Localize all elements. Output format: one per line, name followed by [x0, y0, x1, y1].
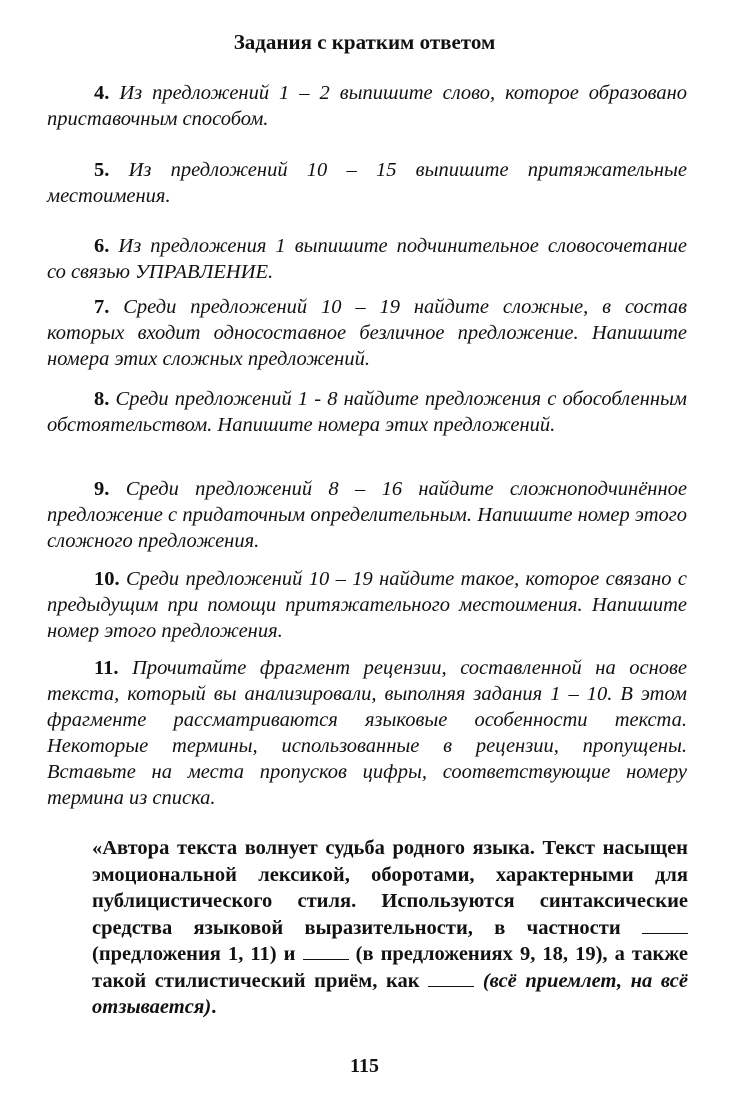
- task-text: Среди предложений 10 – 19 найдите сложные, в состав которых входит односоставное безличное предложение. Напишите номера этих сложных предложений.: [47, 296, 687, 370]
- task-text: Из предложения 1 выпишите подчинительное словосочетание со связью УПРАВЛЕНИЕ.: [47, 235, 687, 283]
- task-number: 4.: [94, 82, 110, 104]
- task-text: Среди предложений 10 – 19 найдите такое, которое связано с предыдущим при помощи притяжательного местоимения. Напишите номер этого предложения.: [47, 568, 687, 642]
- task-number: 9.: [94, 478, 110, 500]
- task-number: 8.: [94, 388, 110, 410]
- review-fragment: [92, 835, 688, 1021]
- task-9: [47, 476, 687, 554]
- answer-blank-1: [642, 917, 688, 934]
- answer-blank-2: [303, 943, 349, 960]
- task-11: [47, 655, 687, 811]
- task-text: Среди предложений 1 - 8 найдите предложения с обособленным обстоятельством. Напишите номера этих предложений.: [47, 388, 688, 436]
- review-part-1: «Автора текста волнует судьба родного языка. Текст насыщен эмоциональной лексикой, оборотами, характерными для публицистического стиля. Используются синтаксические средства языковой выразительности, в частности: [92, 837, 688, 939]
- task-number: 11.: [94, 657, 119, 679]
- review-part-2: (предложения 1, 11) и: [92, 943, 296, 965]
- task-text: Из предложений 1 – 2 выпишите слово, которое образовано приставочным способом.: [47, 82, 688, 130]
- answer-blank-3: [428, 970, 474, 987]
- task-7: [47, 294, 687, 372]
- task-text: Среди предложений 8 – 16 найдите сложноподчинённое предложение с придаточным определительным. Напишите номер этого сложного предложения.: [47, 478, 688, 552]
- page-number: 115: [350, 1055, 379, 1077]
- task-text: Из предложений 10 – 15 выпишите притяжательные местоимения.: [47, 159, 687, 207]
- task-number: 5.: [94, 159, 110, 181]
- task-10: [47, 566, 687, 644]
- task-4: [47, 80, 687, 132]
- task-5: [47, 157, 687, 209]
- task-text: Прочитайте фрагмент рецензии, составленной на основе текста, который вы анализировали, выполняя задания 1 – 10. В этом фрагменте рассматриваются языковые особенности текста. Некоторые термины, использованные в рецензии, пропущены. Вставьте на места пропусков цифры, соответствующие номеру термина из списка.: [47, 657, 688, 809]
- task-number: 6.: [94, 235, 110, 257]
- review-end: .: [211, 996, 217, 1018]
- review-part-3: (в предложениях 9, 18, 19), а также такой стилистический приём, как: [92, 943, 689, 992]
- task-number: 7.: [94, 296, 110, 318]
- task-6: [47, 233, 687, 285]
- review-italic-quote: (всё приемлет, на всё отзывается): [92, 969, 689, 1018]
- task-number: 10.: [94, 568, 120, 590]
- task-8: [47, 386, 687, 438]
- page-title: Задания с кратким ответом: [233, 30, 496, 54]
